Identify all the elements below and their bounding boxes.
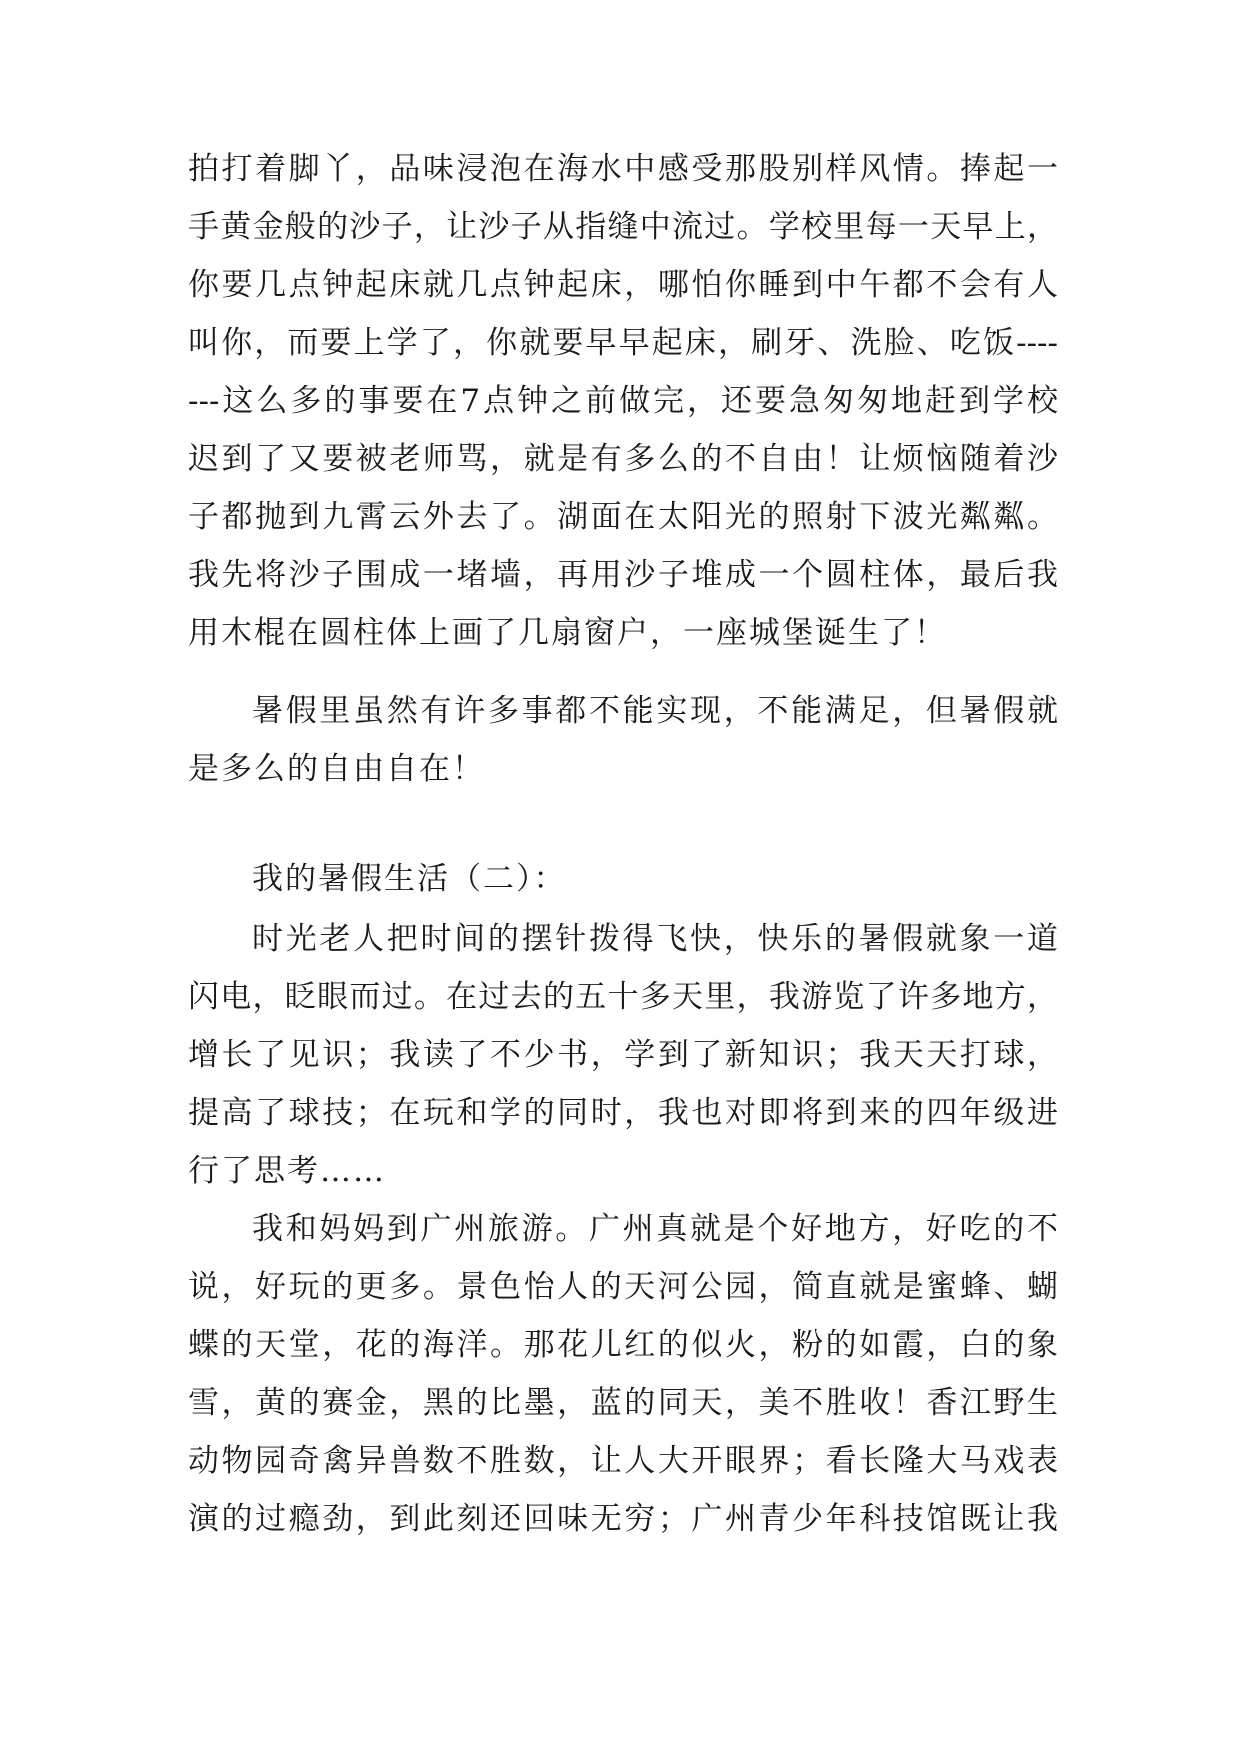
- text-line: 时光老人把时间的摆针拨得飞快，快乐的暑假就象一道: [252, 921, 1058, 957]
- paragraph-beach: [188, 140, 1058, 662]
- section-heading-block: [188, 850, 1058, 908]
- text-line: 迟到了又要被老师骂，就是有多么的不自由！让烦恼随着沙: [188, 441, 1058, 477]
- text-line: 提高了球技；在玩和学的同时，我也对即将到来的四年级进: [188, 1095, 1058, 1131]
- text-line: 你要几点钟起床就几点钟起床，哪怕你睡到中午都不会有人: [188, 267, 1058, 303]
- paragraph-summary: [188, 682, 1058, 798]
- section-heading: 我的暑假生活（二）：: [252, 861, 567, 897]
- text-line: 子都抛到九霄云外去了。湖面在太阳光的照射下波光粼粼。: [188, 499, 1058, 535]
- text-line: 增长了见识；我读了不少书，学到了新知识；我天天打球，: [188, 1037, 1058, 1073]
- text-line: 动物园奇禽异兽数不胜数，让人大开眼界；看长隆大马戏表: [188, 1443, 1058, 1479]
- paragraph-guangzhou: [188, 1200, 1058, 1548]
- text-line: 用木棍在圆柱体上画了几扇窗户，一座城堡诞生了！: [188, 615, 947, 651]
- paragraph-intro: [188, 910, 1058, 1200]
- text-line: 行了思考……: [188, 1153, 386, 1189]
- text-line: 雪，黄的赛金，黑的比墨，蓝的同天，美不胜收！香江野生: [188, 1385, 1058, 1421]
- text-line: 演的过瘾劲，到此刻还回味无穷；广州青少年科技馆既让我: [188, 1501, 1058, 1537]
- text-line: 我先将沙子围成一堵墙，再用沙子堆成一个圆柱体，最后我: [188, 557, 1058, 593]
- text-line: 说，好玩的更多。景色怡人的天河公园，简直就是蜜蜂、蝴: [188, 1269, 1058, 1305]
- text-line: 我和妈妈到广州旅游。广州真就是个好地方，好吃的不: [252, 1211, 1058, 1247]
- text-line: 拍打着脚丫，品味浸泡在海水中感受那股别样风情。捧起一: [188, 151, 1058, 187]
- text-line: 蝶的天堂，花的海洋。那花儿红的似火，粉的如霞，白的象: [188, 1327, 1058, 1363]
- text-line: 暑假里虽然有许多事都不能实现，不能满足，但暑假就: [252, 693, 1058, 729]
- text-line: 手黄金般的沙子，让沙子从指缝中流过。学校里每一天早上，: [188, 209, 1058, 245]
- text-line: 是多么的自由自在！: [188, 751, 485, 787]
- text-line: 闪电，眨眼而过。在过去的五十多天里，我游览了许多地方，: [188, 979, 1058, 1015]
- text-line: 叫你，而要上学了，你就要早早起床，刷牙、洗脸、吃饭----: [188, 325, 1058, 361]
- text-line: ---这么多的事要在7点钟之前做完，还要急匆匆地赶到学校: [188, 383, 1058, 419]
